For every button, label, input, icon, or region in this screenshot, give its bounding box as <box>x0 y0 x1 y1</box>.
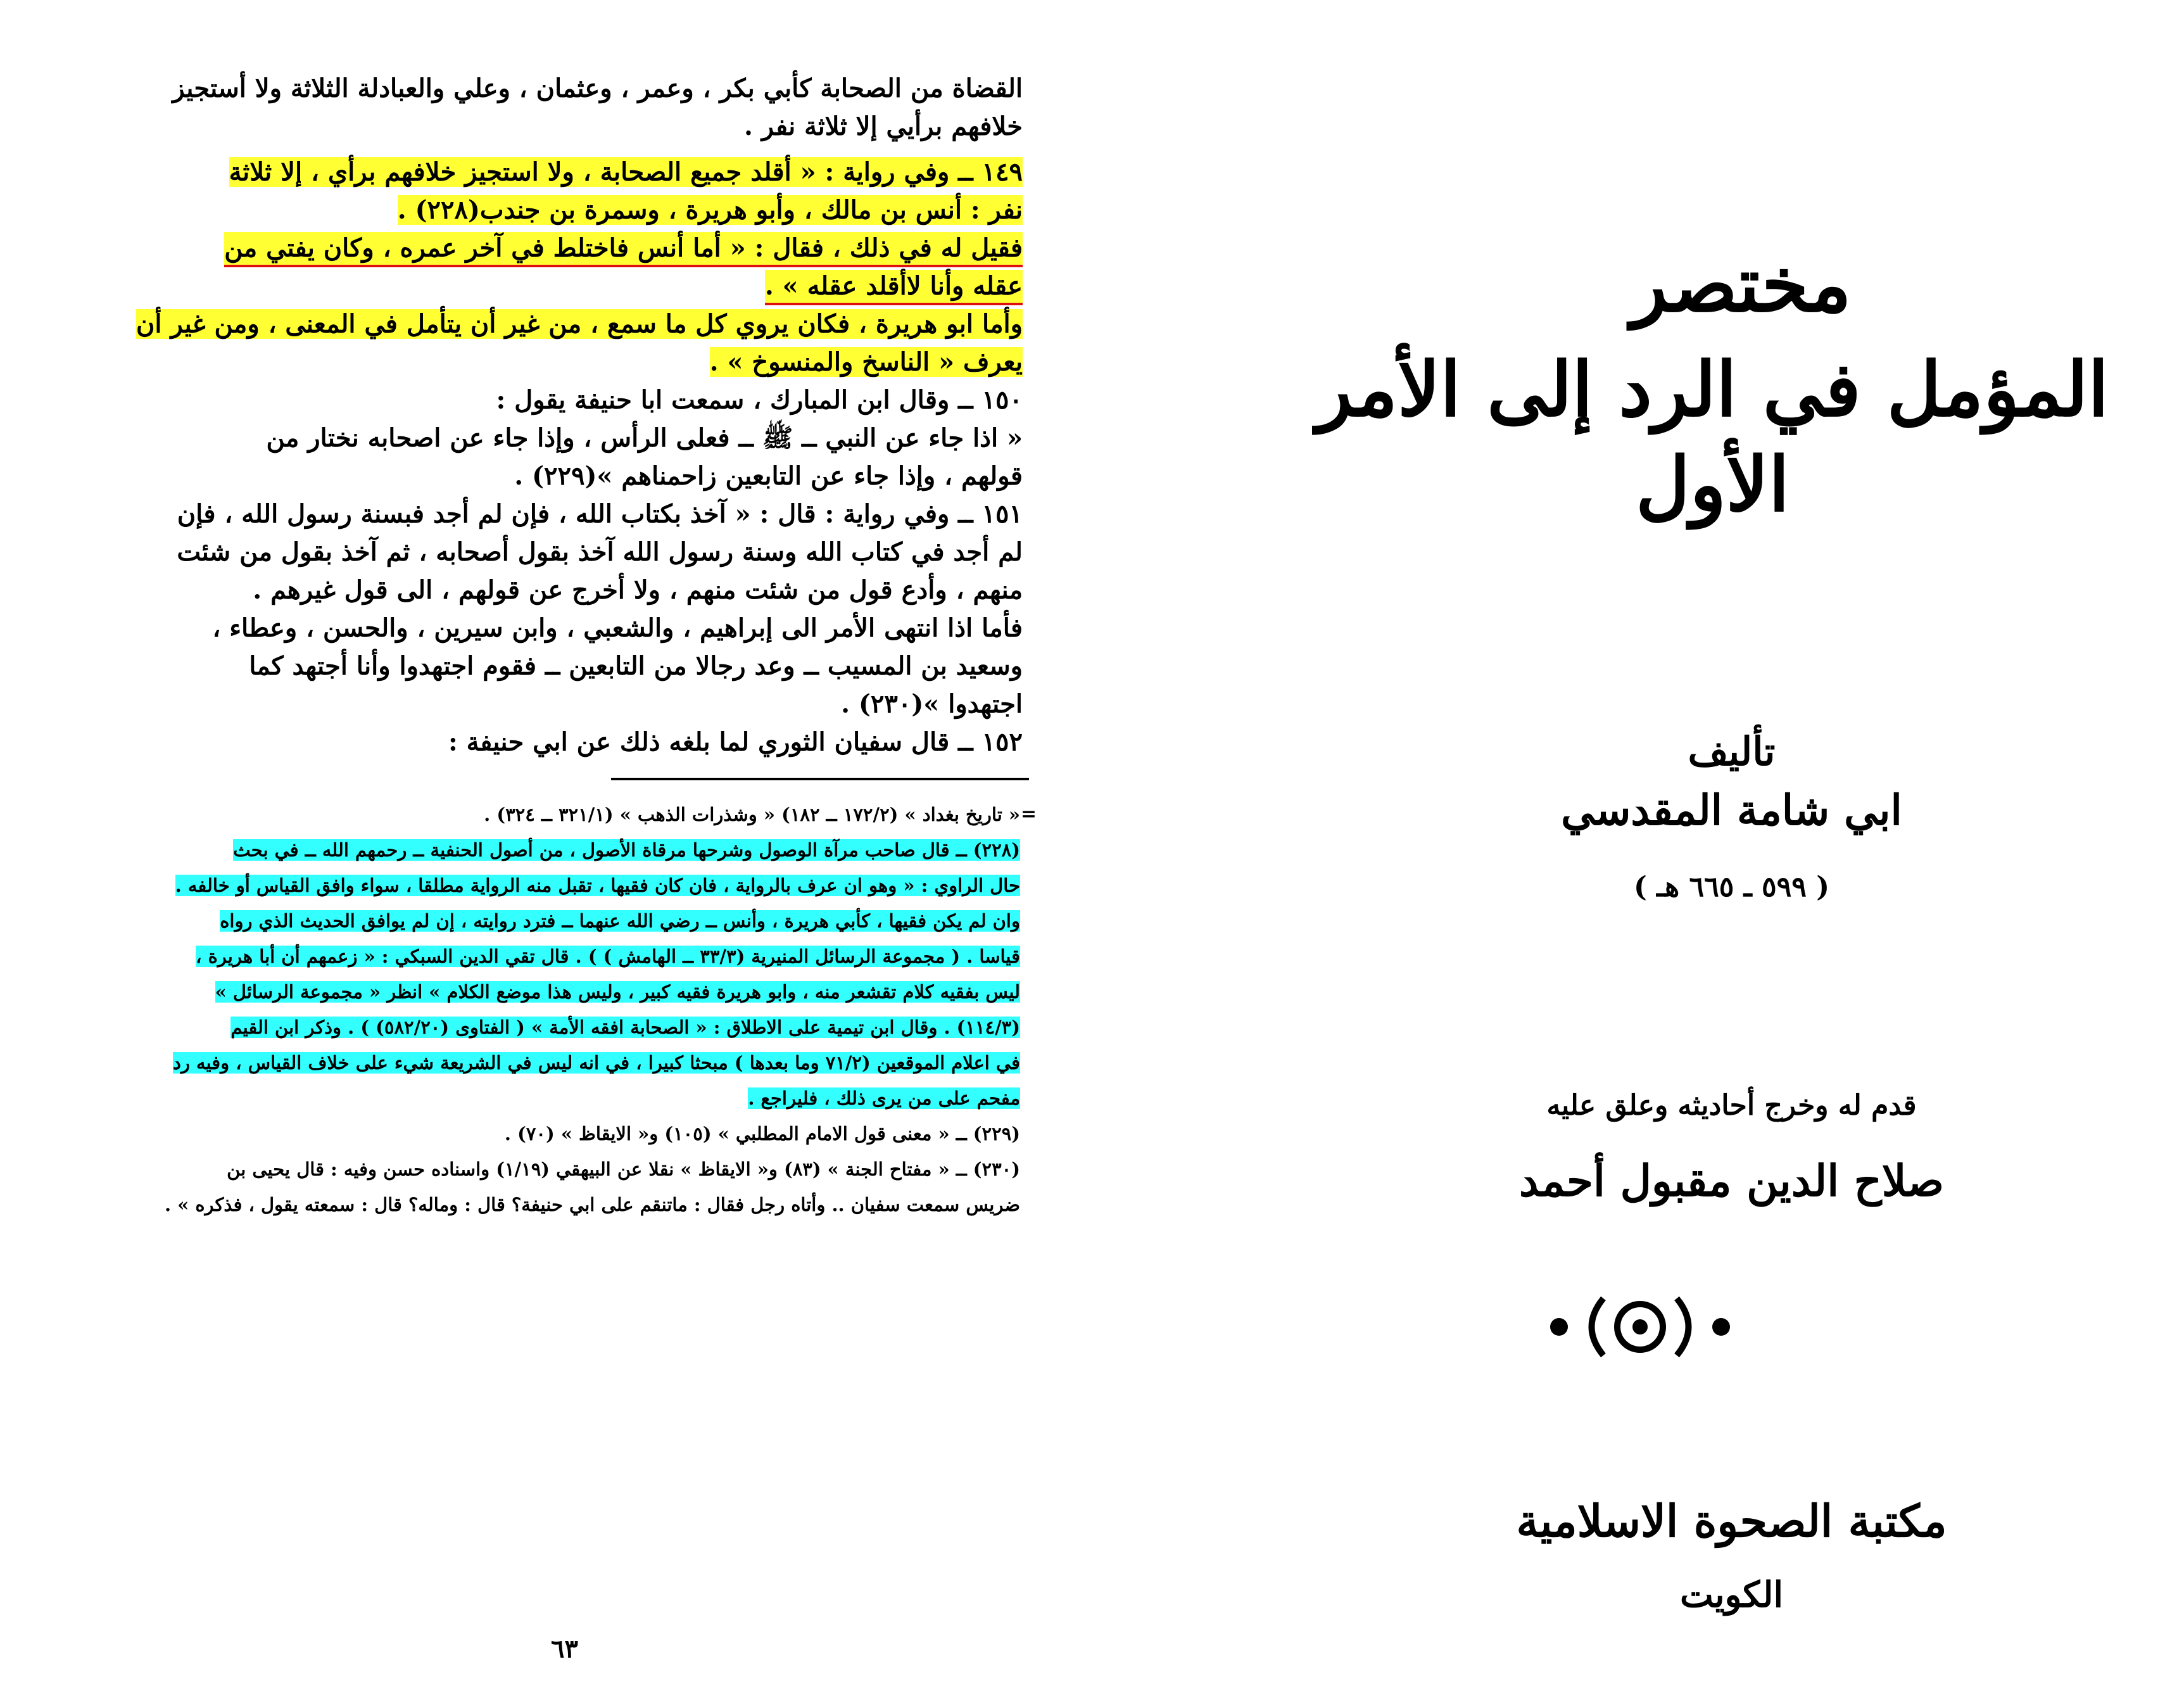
text-line: القضاة من الصحابة كأبي بكر ، وعمر ، وعثمان ، وعلي والعبادلة الثلاثة ولا أستجيز <box>172 73 1023 103</box>
highlighted-footnote-line: في اعلام الموقعين (٧١/٢ وما بعدها ) مبحثا كبيرا ، في انه ليس في الشريعة شيء على خلاف القياس ، وفيه رد <box>172 1052 1020 1074</box>
footnote-divider <box>611 778 1029 780</box>
text-line: وسعيد بن المسيب ــ وعد رجالا من التابعين ــ فقوم اجتهدوا وأنا أجتهد كما <box>249 651 1023 681</box>
text-line: فأما اذا انتهى الأمر الى إبراهيم ، والشعبي ، وابن سيرين ، والحسن ، وعطاء ، <box>212 613 1023 643</box>
underlined-highlighted-line: فقيل له في ذلك ، فقال : « أما أنس فاختلط في آخر عمره ، وكان يفتي من <box>224 232 1023 267</box>
footnote-line: ضريس سمعت سفيان .. وأتاه رجل فقال : ماتنقم على ابي حنيفة؟ قال : وماله؟ قال : سمعته يقول ، فذكره » . <box>164 1194 1020 1215</box>
highlighted-footnote-line: ليس بفقيه كلام تقشعر منه ، وابو هريرة فقيه كبير ، وليس هذا موضع الكلام » انظر « مجموعة الرسائل » <box>215 981 1020 1003</box>
highlighted-footnote-line: حال الراوي : « وهو ان عرف بالرواية ، فان كان فقيها ، تقبل منه الرواية مطلقا ، سواء وافق القياس أو خالفه . <box>175 875 1020 896</box>
highlighted-line: ١٤٩ ــ وفي رواية : « أقلد جميع الصحابة ، ولا استجيز خلافهم برأي ، إلا ثلاثة <box>229 157 1023 187</box>
left-page <box>95 70 1037 1691</box>
author-name: ابي شامة المقدسي <box>1561 785 1902 835</box>
footnote-line: (٢٣٠) ــ « مفتاح الجنة » (٨٣) و« الايقاظ » نقلا عن البيهقي (١/١٩) واسناده حسن وفيه : قال يحيى بن <box>227 1158 1020 1180</box>
page-number: ٦٣ <box>551 1634 578 1664</box>
yellow-highlight-block <box>95 153 1029 381</box>
highlighted-footnote-line: قياسا . ( مجموعة الرسائل المنيرية (٣٣/٣ ــ الهامش ) ) . قال تقي الدين السبكي : « زعمهم أن أبا هريرة ، <box>196 946 1020 967</box>
author-dates: ( ٥٩٩ ـ ٦٦٥ هـ ) <box>1633 871 1830 903</box>
editor-intro: قدم له وخرج أحاديثه وعلق عليه <box>1546 1089 1917 1122</box>
highlighted-line: نفر : أنس بن مالك ، وأبو هريرة ، وسمرة بن جندب(٢٢٨) . <box>397 195 1023 225</box>
publisher-name: مكتبة الصحوة الاسلامية <box>1516 1495 1947 1547</box>
ornament-icon <box>1545 1292 1735 1362</box>
text-line: ١٥٠ ــ وقال ابن المبارك ، سمعت ابا حنيفة يقول : <box>496 385 1023 415</box>
highlighted-line: يعرف « الناسخ والمنسوخ » . <box>709 347 1023 377</box>
text-line: خلافهم برأيي إلا ثلاثة نفر . <box>743 111 1023 141</box>
cyan-highlight-block <box>95 832 1029 1116</box>
publisher-city: الكويت <box>1679 1574 1784 1616</box>
book-title-line1: مختصر <box>1631 240 1852 329</box>
text-line: منهم ، وأدع قول من شئت منهم ، ولا أخرج عن قولهم ، الى قول غيرهم . <box>253 575 1023 605</box>
text-line: « اذا جاء عن النبي ــ ﷺ ــ فعلى الرأس ، وإذا جاء عن اصحابه نختار من <box>266 423 1023 453</box>
book-title-line2: المؤمل في الرد إلى الأمر الأول <box>1316 345 2109 528</box>
highlighted-footnote-line: (١١٤/٣) . وقال ابن تيمية على الاطلاق : « الصحابة افقه الأمة » ( الفتاوى (٥٨٢/٢٠) ) . وذكر ابن القيم <box>230 1017 1020 1038</box>
editor-name: صلاح الدين مقبول أحمد <box>1518 1156 1945 1207</box>
author-label: تأليف <box>1688 728 1776 775</box>
text-line: قولهم ، وإذا جاء عن التابعين زاحمناهم »(٢٢٩) . <box>514 461 1023 491</box>
footnote-line: (٢٢٩) ــ « معنى قول الامام المطلبي » (١٠٥) و« الايقاظ » (٧٠) . <box>504 1123 1020 1144</box>
highlighted-line: وأما ابو هريرة ، فكان يروي كل ما سمع ، من غير أن يتأمل في المعنى ، ومن غير أن <box>136 309 1023 339</box>
highlighted-footnote-line: مفحم على من يرى ذلك ، فليراجع . <box>748 1087 1020 1109</box>
highlighted-footnote-line: (٢٢٨) ــ قال صاحب مرآة الوصول وشرحها مرقاة الأصول ، من أصول الحنفية ــ رحمهم الله ــ في بحث <box>233 839 1020 861</box>
continuation-mark: = <box>1020 803 1037 825</box>
footnote-text: « تاريخ بغداد » (١٧٢/٢ ــ ١٨٢) « وشذرات الذهب » (٣٢١/١ ــ ٣٢٤) . <box>484 804 1020 825</box>
right-page-title <box>1203 0 2184 1705</box>
footnote-line <box>95 797 1037 832</box>
text-line: ١٥٢ ــ قال سفيان الثوري لما بلغه ذلك عن ابي حنيفة : <box>448 727 1023 757</box>
text-line: ١٥١ ــ وفي رواية : قال : « آخذ بكتاب الله ، فإن لم أجد فبسنة رسول الله ، فإن <box>177 499 1023 529</box>
text-line: اجتهدوا »(٢٣٠) . <box>841 689 1023 719</box>
text-line: لم أجد في كتاب الله وسنة رسول الله آخذ بقول أصحابه ، ثم آخذ بقول من شئت <box>177 537 1023 567</box>
highlighted-footnote-line: وان لم يكن فقيها ، كأبي هريرة ، وأنس ــ رضي الله عنهما ــ فترد روايته ، إن لم يوافق الحديث الذي رواه <box>220 910 1020 932</box>
underlined-highlighted-line: عقله وأنا لاأقلد عقله » . <box>765 270 1023 305</box>
